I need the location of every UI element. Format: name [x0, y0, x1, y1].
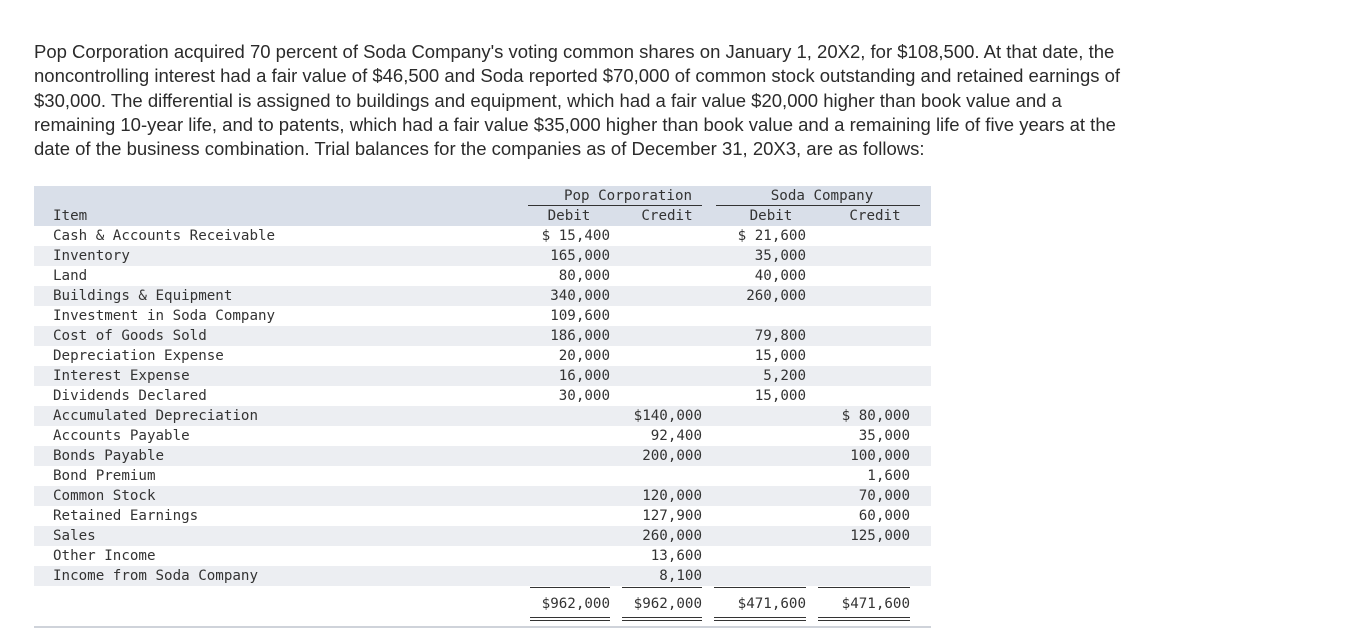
soda-debit-total: $471,600: [737, 596, 806, 612]
soda-debit-double-line: [714, 620, 806, 621]
soda-debit-double-line: [714, 617, 806, 618]
soda-credit-sum-line: [818, 587, 910, 588]
pop-credit-cell: 120,000: [642, 488, 702, 504]
item-cell: Bond Premium: [53, 468, 156, 484]
pop-credit-cell: 260,000: [642, 528, 702, 544]
item-cell: Retained Earnings: [53, 508, 199, 524]
soda-debit-header: Debit: [749, 208, 793, 224]
item-cell: Land: [53, 268, 88, 284]
table-row: [34, 506, 931, 526]
item-cell: Investment in Soda Company: [53, 308, 276, 324]
soda-credit-cell: 60,000: [858, 508, 910, 524]
soda-credit-cell: 70,000: [858, 488, 910, 504]
soda-debit-cell: 15,000: [754, 348, 806, 364]
table-row: [34, 366, 931, 386]
table-row: [34, 266, 931, 286]
soda-credit-cell: 1,600: [867, 468, 910, 484]
pop-credit-cell: [620, 466, 702, 486]
pop-debit-cell: 30,000: [558, 388, 610, 404]
table-row: [34, 426, 931, 446]
item-cell: Depreciation Expense: [53, 348, 224, 364]
item-cell: Cost of Goods Sold: [53, 328, 207, 344]
problem-line: noncontrolling interest had a fair value of $46,500 and Soda reported $70,000 of common stock outstanding and retained earnings of: [34, 65, 1121, 87]
problem-statement: [34, 40, 1324, 161]
soda-credit-cell: [828, 306, 910, 326]
item-cell: Common Stock: [53, 488, 156, 504]
soda-debit-cell: 35,000: [754, 248, 806, 264]
pop-credit-cell: [620, 366, 702, 386]
table-row: [34, 446, 931, 466]
pop-credit-double-line: [622, 617, 702, 618]
problem-line: remaining 10-year life, and to patents, which had a fair value $35,000 higher than book value and a remaining life of five years at the: [34, 113, 1116, 135]
pop-credit-total: $962,000: [633, 596, 702, 612]
soda-credit-cell: [828, 546, 910, 566]
pop-debit-cell: [528, 406, 610, 426]
pop-debit-double-line: [530, 620, 610, 621]
soda-credit-cell: [828, 246, 910, 266]
soda-credit-cell: [828, 266, 910, 286]
item-cell: Dividends Declared: [53, 388, 207, 404]
pop-credit-sum-line: [622, 587, 702, 588]
pop-credit-cell: [620, 306, 702, 326]
pop-debit-total: $962,000: [541, 596, 610, 612]
item-cell: Accounts Payable: [53, 428, 190, 444]
table-row: [34, 246, 931, 266]
soda-debit-cell: 79,800: [754, 328, 806, 344]
table-row: [34, 486, 931, 506]
table-row: [34, 466, 931, 486]
soda-credit-cell: [828, 386, 910, 406]
pop-credit-cell: [620, 386, 702, 406]
pop-credit-cell: [620, 246, 702, 266]
problem-line: Pop Corporation acquired 70 percent of Soda Company's voting common shares on January 1, 20X2, for $108,500. At that date, the: [34, 41, 1115, 62]
soda-debit-cell: [724, 306, 806, 326]
table-row: [34, 306, 931, 326]
soda-credit-cell: 125,000: [850, 528, 910, 544]
soda-debit-cell: 260,000: [746, 288, 806, 304]
pop-debit-cell: [528, 426, 610, 446]
soda-debit-cell: $ 21,600: [737, 228, 806, 244]
pop-debit-cell: [528, 486, 610, 506]
pop-debit-cell: [528, 506, 610, 526]
pop-debit-cell: [528, 546, 610, 566]
pop-credit-double-line: [622, 620, 702, 621]
soda-debit-sum-line: [714, 587, 806, 588]
pop-debit-cell: 186,000: [550, 328, 610, 344]
pop-debit-cell: [528, 466, 610, 486]
pop-credit-header: Credit: [641, 208, 693, 224]
soda-debit-cell: [724, 446, 806, 466]
table-row: [34, 346, 931, 366]
pop-credit-cell: 8,100: [659, 568, 702, 584]
soda-debit-cell: [724, 486, 806, 506]
totals-row: [34, 594, 931, 614]
table-row: [34, 566, 931, 586]
item-cell: Income from Soda Company: [53, 568, 258, 584]
table-row: [34, 386, 931, 406]
problem-line: date of the business combination. Trial balances for the companies as of December 31, 20X3, are as follows:: [34, 138, 925, 160]
pop-corporation-header: Pop Corporation: [563, 188, 693, 204]
soda-credit-cell: [828, 366, 910, 386]
pop-debit-cell: 340,000: [550, 288, 610, 304]
pop-debit-double-line: [530, 617, 610, 618]
item-cell: Bonds Payable: [53, 448, 165, 464]
item-cell: Interest Expense: [53, 368, 190, 384]
pop-debit-cell: [528, 566, 610, 586]
pop-credit-cell: [620, 286, 702, 306]
pop-debit-header: Debit: [547, 208, 591, 224]
soda-credit-cell: [828, 286, 910, 306]
item-cell: Cash & Accounts Receivable: [53, 228, 276, 244]
table-row: [34, 286, 931, 306]
table-row: [34, 326, 931, 346]
trial-balance-table: [34, 186, 931, 626]
soda-credit-cell: [828, 346, 910, 366]
soda-credit-cell: 35,000: [858, 428, 910, 444]
pop-credit-cell: 200,000: [642, 448, 702, 464]
soda-debit-cell: 5,200: [763, 368, 806, 384]
soda-credit-header: Credit: [849, 208, 901, 224]
table-bottom-rule: [34, 626, 931, 628]
problem-line: $30,000. The differential is assigned to buildings and equipment, which had a fair value $20,000 higher than book value and a: [34, 89, 1062, 111]
pop-debit-cell: 20,000: [558, 348, 610, 364]
pop-debit-cell: $ 15,400: [541, 228, 610, 244]
pop-debit-cell: [528, 526, 610, 546]
pop-debit-cell: [528, 446, 610, 466]
item-cell: Sales: [53, 528, 96, 544]
soda-debit-cell: [724, 526, 806, 546]
soda-debit-cell: [724, 546, 806, 566]
soda-debit-cell: [724, 566, 806, 586]
soda-debit-cell: 40,000: [754, 268, 806, 284]
soda-credit-total: $471,600: [841, 596, 910, 612]
pop-debit-cell: 80,000: [558, 268, 610, 284]
soda-debit-cell: [724, 466, 806, 486]
table-row: [34, 526, 931, 546]
soda-credit-cell: 100,000: [850, 448, 910, 464]
pop-credit-cell: [620, 266, 702, 286]
table-row: [34, 546, 931, 566]
pop-debit-cell: 109,600: [550, 308, 610, 324]
item-cell: Other Income: [53, 548, 156, 564]
soda-credit-cell: [828, 326, 910, 346]
soda-credit-cell: [828, 566, 910, 586]
pop-credit-cell: 92,400: [650, 428, 702, 444]
soda-credit-cell: $ 80,000: [841, 408, 910, 424]
item-cell: Buildings & Equipment: [53, 288, 233, 304]
item-cell: Inventory: [53, 248, 130, 264]
soda-credit-double-line: [818, 620, 910, 621]
pop-debit-cell: 16,000: [558, 368, 610, 384]
item-column-header: Item: [53, 208, 88, 224]
pop-credit-cell: 13,600: [650, 548, 702, 564]
soda-debit-cell: 15,000: [754, 388, 806, 404]
soda-company-header: Soda Company: [770, 188, 874, 204]
item-cell: Accumulated Depreciation: [53, 408, 258, 424]
soda-credit-double-line: [818, 617, 910, 618]
table-row: [34, 226, 931, 246]
soda-debit-cell: [724, 426, 806, 446]
pop-credit-cell: [620, 226, 702, 246]
soda-debit-cell: [724, 406, 806, 426]
soda-credit-cell: [828, 226, 910, 246]
table-row: [34, 406, 931, 426]
pop-credit-cell: 127,900: [642, 508, 702, 524]
pop-debit-sum-line: [530, 587, 610, 588]
pop-credit-cell: [620, 346, 702, 366]
soda-debit-cell: [724, 506, 806, 526]
pop-debit-cell: 165,000: [550, 248, 610, 264]
pop-credit-cell: $140,000: [633, 408, 702, 424]
pop-credit-cell: [620, 326, 702, 346]
